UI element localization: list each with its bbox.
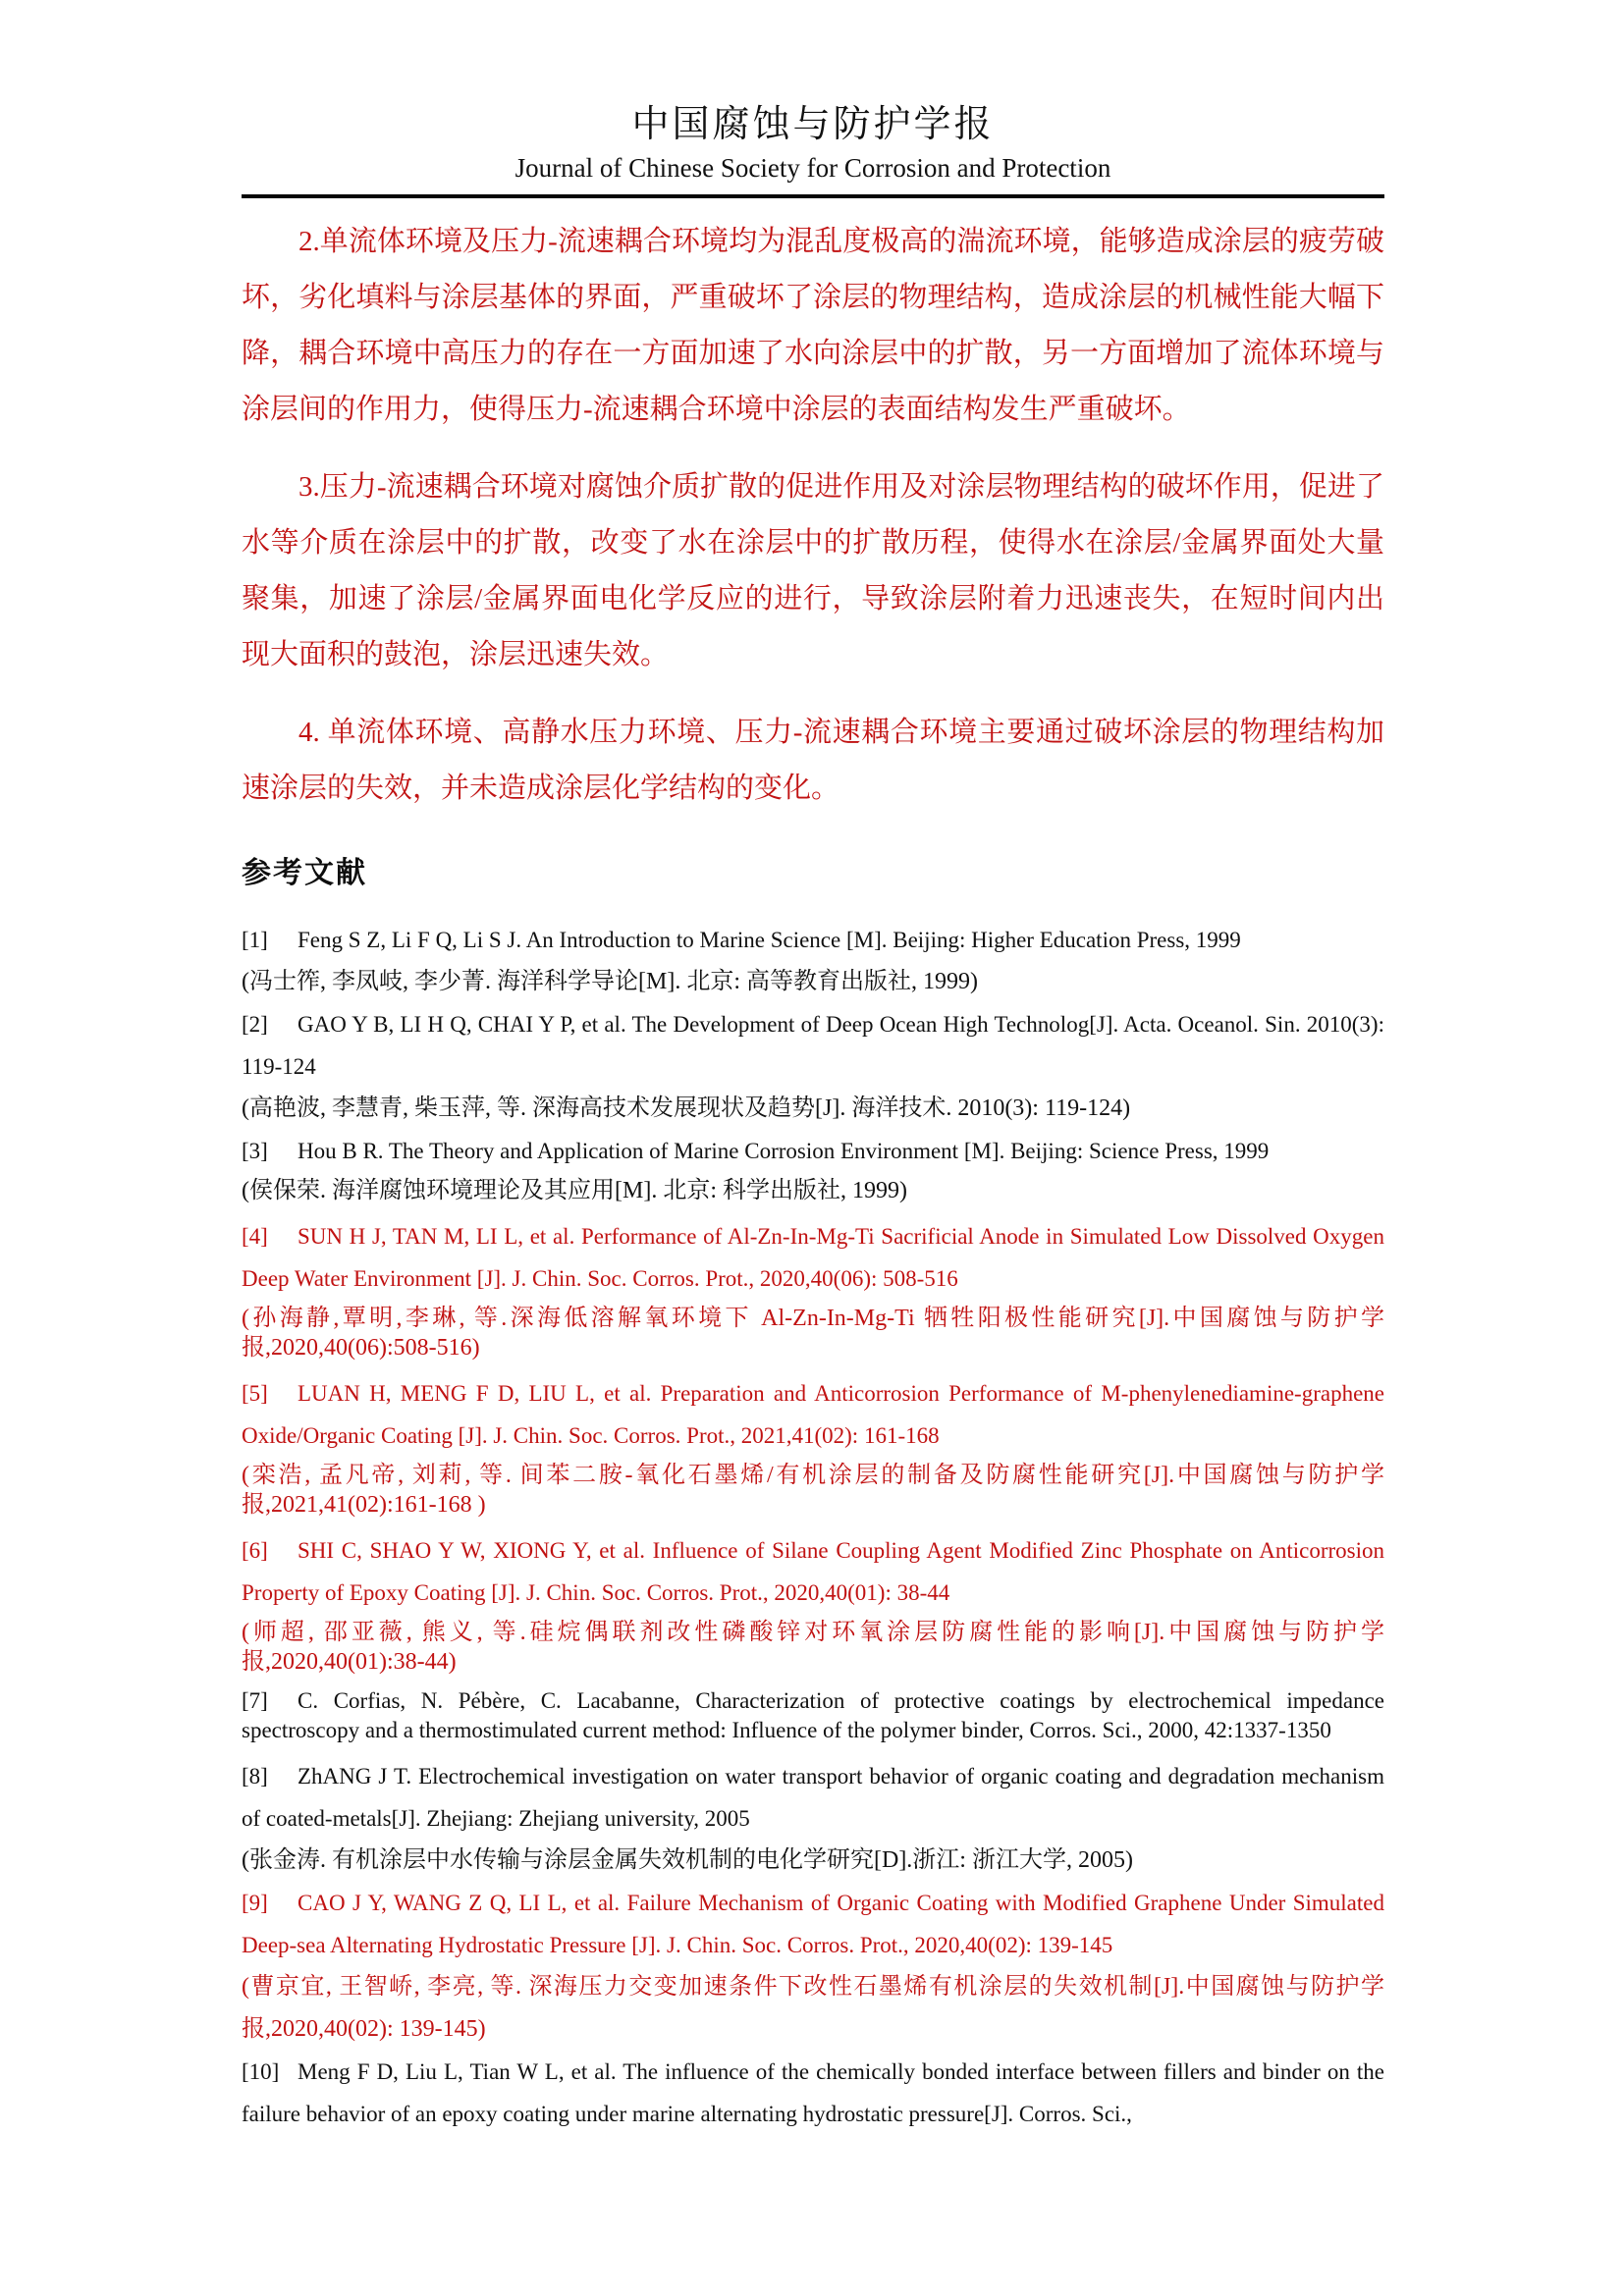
reference-2-number: [2] bbox=[242, 1012, 268, 1037]
reference-9 bbox=[242, 1882, 1384, 2051]
conclusion-paragraph-2: 2.单流体环境及压力-流速耦合环境均为混乱度极高的湍流环境，能够造成涂层的疲劳破坏，劣化填料与涂层基体的界面，严重破坏了涂层的物理结构，造成涂层的机械性能大幅下降，耦合环境中高压力的存在一方面加速了水向涂层中的扩散，另一方面增加了流体环境与涂层间的作用力，使得压力-流速耦合环境中涂层的表面结构发生严重破坏。 bbox=[242, 226, 1384, 425]
reference-6-number: [6] bbox=[242, 1538, 268, 1563]
reference-3-en bbox=[242, 1130, 1384, 1172]
reference-9-number: [9] bbox=[242, 1891, 268, 1915]
reference-10-text: Meng F D, Liu L, Tian W L, et al. The influence of the chemically bonded interface between fillers and binder on the failure behavior of an epoxy coating under marine alternating hydrostatic pressure[J]. Corros. Sci., bbox=[242, 2059, 1384, 2126]
reference-8-zh: (张金涛. 有机涂层中水传输与涂层金属失效机制的电化学研究[D].浙江: 浙江大学, 2005) bbox=[242, 1847, 1133, 1873]
reference-1 bbox=[242, 919, 1384, 1003]
reference-4-en bbox=[242, 1215, 1384, 1300]
reference-7-number: [7] bbox=[242, 1688, 268, 1713]
conclusion-paragraph-4: 4. 单流体环境、高静水压力环境、压力-流速耦合环境主要通过破坏涂层的物理结构加速涂层的失效，并未造成涂层化学结构的变化。 bbox=[242, 717, 1384, 804]
reference-3-zh: (侯保荣. 海洋腐蚀环境理论及其应用[M]. 北京: 科学出版社, 1999) bbox=[242, 1178, 907, 1203]
reference-10-en bbox=[242, 2051, 1384, 2135]
reference-2 bbox=[242, 1003, 1384, 1130]
journal-title-en: Journal of Chinese Society for Corrosion and Protection bbox=[514, 153, 1111, 183]
reference-5 bbox=[242, 1372, 1384, 1520]
journal-title-zh: 中国腐蚀与防护学报 bbox=[631, 104, 995, 145]
reference-3 bbox=[242, 1130, 1384, 1205]
conclusion-paragraph-3: 3.压力-流速耦合环境对腐蚀介质扩散的促进作用及对涂层物理结构的破坏作用，促进了水等介质在涂层中的扩散，改变了水在涂层中的扩散历程，使得水在涂层/金属界面处大量聚集，加速了涂层/金属界面电化学反应的进行，导致涂层附着力迅速丧失，在短时间内出现大面积的鼓泡，涂层迅速失效。 bbox=[242, 471, 1384, 670]
reference-9-text: CAO J Y, WANG Z Q, LI L, et al. Failure Mechanism of Organic Coating with Modified Graphene Under Simulated Deep-sea Alternating Hydrostatic Pressure [J]. J. Chin. Soc. Corros. Prot., 2020,40(02): 139-145 bbox=[242, 1891, 1384, 1957]
reference-9-zh: (曹京宜, 王智峤, 李亮, 等. 深海压力交变加速条件下改性石墨烯有机涂层的失效机制[J].中国腐蚀与防护学报,2020,40(02): 139-145) bbox=[242, 1974, 1384, 2042]
header-rule bbox=[242, 194, 1384, 198]
reference-4-number: [4] bbox=[242, 1224, 268, 1249]
reference-2-en bbox=[242, 1003, 1384, 1088]
references-heading: 参考文献 bbox=[242, 857, 367, 889]
reference-9-en bbox=[242, 1882, 1384, 1966]
reference-4-text: SUN H J, TAN M, LI L, et al. Performance of Al-Zn-In-Mg-Ti Sacrificial Anode in Simulated Low Dissolved Oxygen Deep Water Environment [J]. J. Chin. Soc. Corros. Prot., 2020,40(06): 508-516 bbox=[242, 1224, 1384, 1291]
reference-5-text: LUAN H, MENG F D, LIU L, et al. Preparation and Anticorrosion Performance of M-phenylenediamine-graphene Oxide/Organic Coating [J]. J. Chin. Soc. Corros. Prot., 2021,41(02): 161-168 bbox=[242, 1381, 1384, 1448]
reference-5-zh: (栾浩, 孟凡帝, 刘莉, 等. 间苯二胺-氧化石墨烯/有机涂层的制备及防腐性能研究[J].中国腐蚀与防护学报,2021,41(02):161-168 ) bbox=[242, 1463, 1384, 1518]
reference-1-text: Feng S Z, Li F Q, Li S J. An Introduction to Marine Science [M]. Beijing: Higher Education Press, 1999 bbox=[298, 928, 1241, 952]
reference-7-text: C. Corfias, N. Pébère, C. Lacabanne, Characterization of protective coatings by electrochemical impedance spectroscopy and a thermostimulated current method: Influence of the polymer binder, Corros. Sci., 2000, 42:1337-1350 bbox=[242, 1688, 1384, 1742]
references-list bbox=[242, 919, 1384, 2135]
reference-1-en bbox=[242, 919, 1384, 961]
reference-4-zh: (孙海静,覃明,李琳, 等.深海低溶解氧环境下 Al-Zn-In-Mg-Ti 牺牲阳极性能研究[J].中国腐蚀与防护学报,2020,40(06):508-516) bbox=[242, 1306, 1384, 1361]
reference-8-en bbox=[242, 1755, 1384, 1840]
reference-1-zh: (冯士筰, 李凤岐, 李少菁. 海洋科学导论[M]. 北京: 高等教育出版社, 1999) bbox=[242, 969, 978, 994]
reference-2-zh: (高艳波, 李慧青, 柴玉萍, 等. 深海高技术发展现状及趋势[J]. 海洋技术. 2010(3): 119-124) bbox=[242, 1095, 1131, 1121]
reference-6-zh: (师超, 邵亚薇, 熊义, 等.硅烷偶联剂改性磷酸锌对环氧涂层防腐性能的影响[J].中国腐蚀与防护学报,2020,40(01):38-44) bbox=[242, 1620, 1384, 1675]
reference-10-number: [10] bbox=[242, 2059, 280, 2084]
reference-3-number: [3] bbox=[242, 1139, 268, 1163]
reference-7 bbox=[242, 1686, 1384, 1745]
reference-6 bbox=[242, 1529, 1384, 1677]
reference-6-en bbox=[242, 1529, 1384, 1614]
reference-5-en bbox=[242, 1372, 1384, 1457]
reference-8-text: ZhANG J T. Electrochemical investigation on water transport behavior of organic coating and degradation mechanism of coated-metals[J]. Zhejiang: Zhejiang university, 2005 bbox=[242, 1764, 1384, 1831]
reference-2-text: GAO Y B, LI H Q, CHAI Y P, et al. The Development of Deep Ocean High Technolog[J]. Acta. Oceanol. Sin. 2010(3): 119-124 bbox=[242, 1012, 1384, 1079]
reference-1-number: [1] bbox=[242, 928, 268, 952]
reference-8 bbox=[242, 1755, 1384, 1882]
reference-7-en bbox=[242, 1686, 1384, 1745]
reference-3-text: Hou B R. The Theory and Application of Marine Corrosion Environment [M]. Beijing: Science Press, 1999 bbox=[298, 1139, 1270, 1163]
reference-10 bbox=[242, 2051, 1384, 2135]
reference-6-text: SHI C, SHAO Y W, XIONG Y, et al. Influence of Silane Coupling Agent Modified Zinc Phosphate on Anticorrosion Property of Epoxy Coating [J]. J. Chin. Soc. Corros. Prot., 2020,40(01): 38-44 bbox=[242, 1538, 1384, 1605]
reference-8-number: [8] bbox=[242, 1764, 268, 1789]
reference-4 bbox=[242, 1215, 1384, 1362]
reference-5-number: [5] bbox=[242, 1381, 268, 1406]
conclusions-section bbox=[242, 214, 1384, 817]
